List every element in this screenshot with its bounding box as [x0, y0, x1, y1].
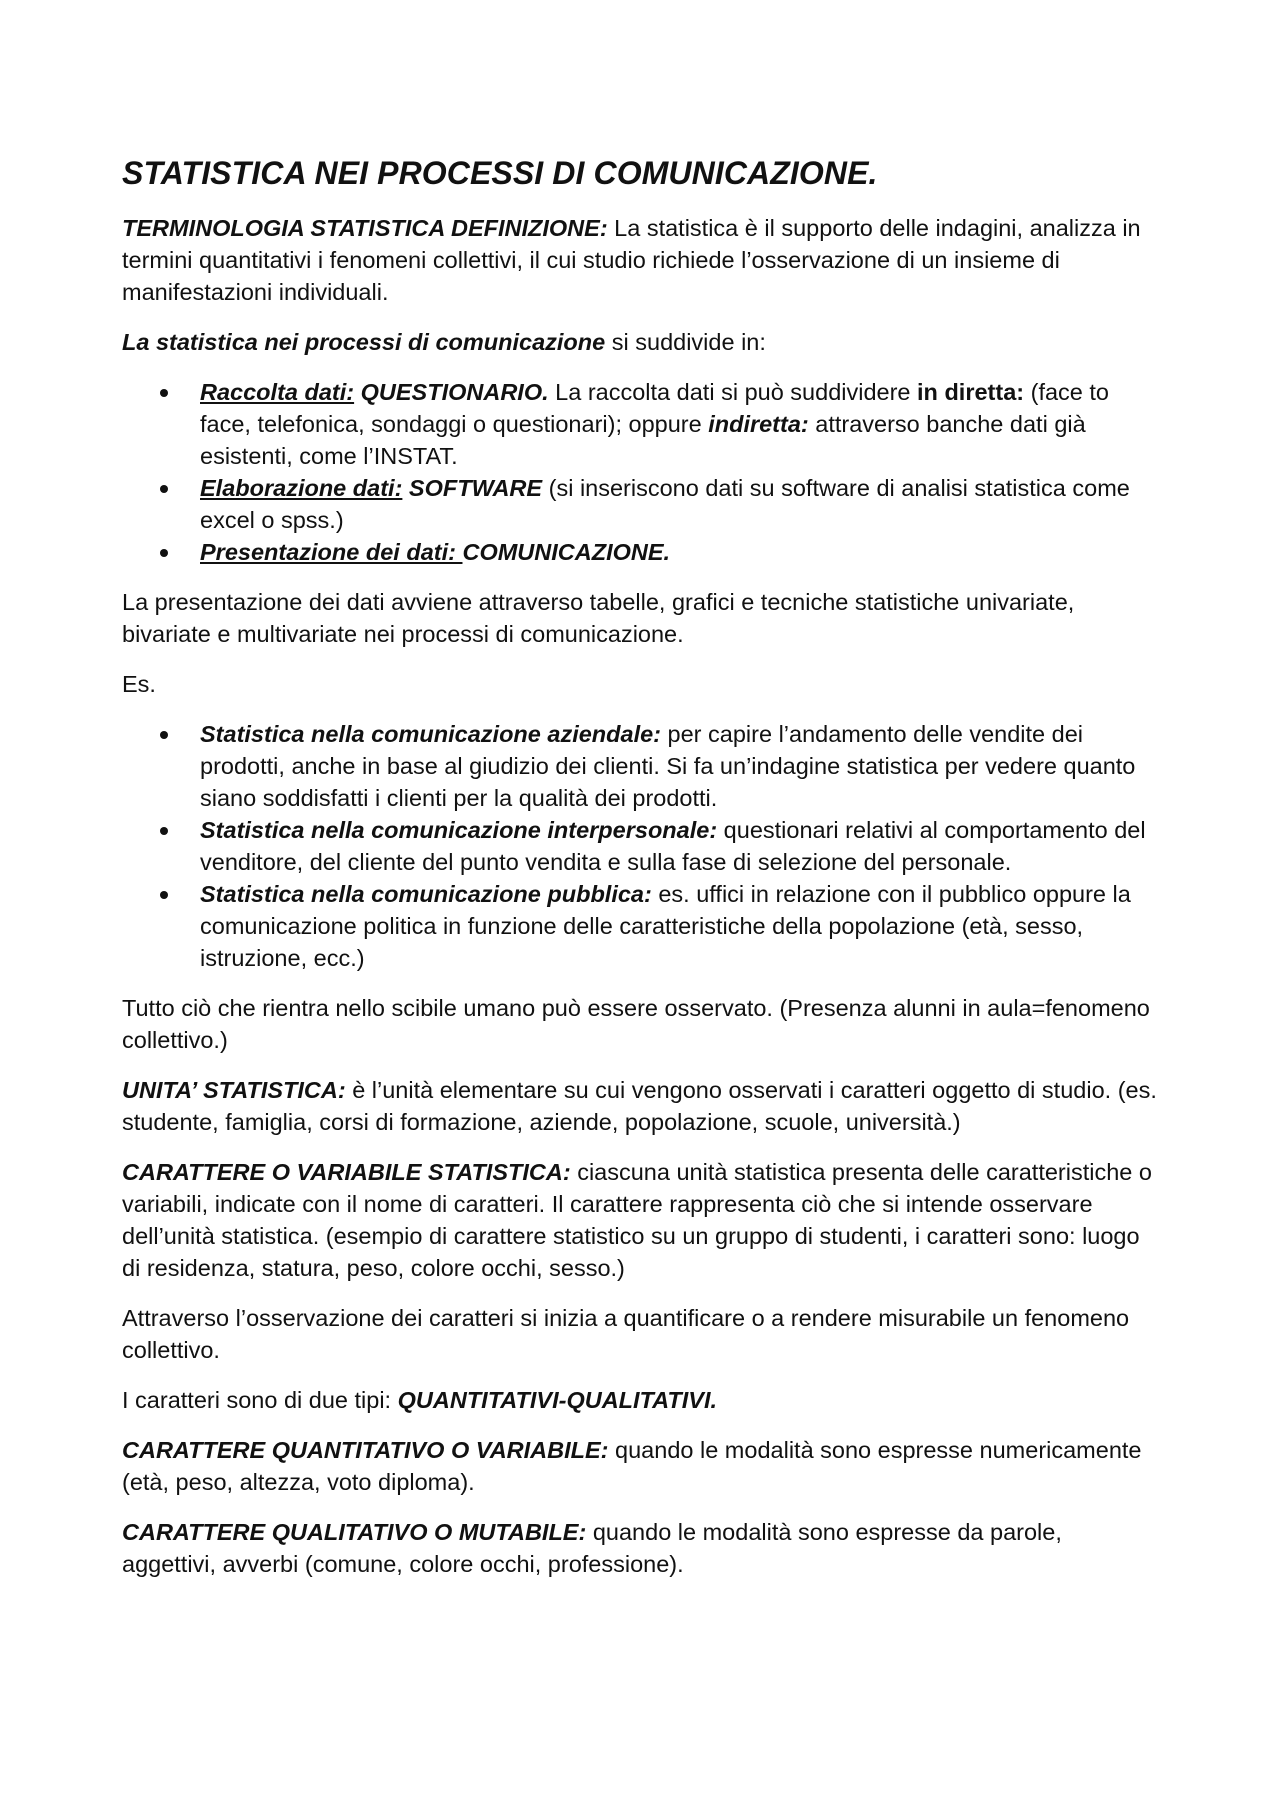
item-heading: Elaborazione dati:	[200, 475, 403, 501]
processes-intro	[122, 326, 1160, 358]
bullet-icon	[160, 549, 168, 557]
observable-paragraph: Tutto ciò che rientra nello scibile umano può essere osservato. (Presenza alunni in aula=fenomeno collettivo.)	[122, 995, 1150, 1053]
qualitative-paragraph	[122, 1516, 1160, 1580]
processes-list	[122, 376, 1160, 568]
presentation-paragraph: La presentazione dei dati avviene attraverso tabelle, grafici e tecniche statistiche univariate, bivariate e multivariate nei processi di comunicazione.	[122, 589, 1075, 647]
quantitative-text: quando le modalità sono espresse numericamente (età, peso, altezza, voto diploma).	[122, 1437, 1142, 1495]
qualitative-text: quando le modalità sono espresse da parole, aggettivi, avverbi (comune, colore occhi, professione).	[122, 1519, 1062, 1577]
list-item	[122, 814, 1160, 878]
bullet-icon	[160, 827, 168, 835]
quantitative-paragraph	[122, 1434, 1160, 1498]
item-text: es. uffici in relazione con il pubblico oppure la comunicazione politica in funzione delle caratteristiche della popolazione (età, sesso, istruzione, ecc.)	[200, 881, 1131, 971]
item-text: attraverso banche dati già esistenti, come l’INSTAT.	[200, 411, 1086, 469]
examples-label: Es.	[122, 671, 156, 697]
statistical-unit-text: è l’unità elementare su cui vengono osservati i caratteri oggetto di studio. (es. studente, famiglia, corsi di formazione, aziende, popolazione, scuole, università.)	[122, 1077, 1157, 1135]
definition-paragraph	[122, 212, 1160, 308]
item-bold: in diretta:	[917, 379, 1025, 405]
qualitative-label: CARATTERE QUALITATIVO O MUTABILE:	[122, 1519, 587, 1545]
item-keyword: SOFTWARE	[402, 475, 543, 501]
definition-text: La statistica è il supporto delle indagini, analizza in termini quantitativi i fenomeni collettivi, il cui studio richiede l’osservazione di un insieme di manifestazioni individuali.	[122, 215, 1141, 305]
statistical-unit-label: UNITA’ STATISTICA:	[122, 1077, 346, 1103]
item-text: questionari relativi al comportamento del venditore, del cliente del punto vendita e sulla fase di selezione del personale.	[200, 817, 1146, 875]
processes-intro-label: La statistica nei processi di comunicazione	[122, 329, 606, 355]
bullet-icon	[160, 891, 168, 899]
item-heading: Statistica nella comunicazione aziendale:	[200, 721, 662, 747]
variable-text: ciascuna unità statistica presenta delle caratteristiche o variabili, indicate con il nome di caratteri. Il carattere rappresenta ciò che si intende osservare dell’unità statistica. (esempio di carattere statistico su un gruppo di studenti, i caratteri sono: luogo di residenza, statura, peso, colore occhi, sesso.)	[122, 1159, 1152, 1281]
definition-label: TERMINOLOGIA STATISTICA DEFINIZIONE:	[122, 215, 608, 241]
variable-paragraph	[122, 1156, 1160, 1284]
item-heading: Raccolta dati:	[200, 379, 355, 405]
statistical-unit-paragraph	[122, 1074, 1160, 1138]
list-item	[122, 472, 1160, 536]
item-heading: Statistica nella comunicazione pubblica:	[200, 881, 652, 907]
page-title: STATISTICA NEI PROCESSI DI COMUNICAZIONE.	[122, 155, 878, 191]
item-text: per capire l’andamento delle vendite dei prodotti, anche in base al giudizio dei clienti. Si fa un’indagine statistica per vedere quanto siano soddisfatti i clienti per la qualità dei prodotti.	[200, 721, 1136, 811]
item-text: (face to face, telefonica, sondaggi o questionari); oppure	[200, 379, 1109, 437]
bullet-icon	[160, 731, 168, 739]
types-text: I caratteri sono di due tipi:	[122, 1387, 398, 1413]
observation-paragraph: Attraverso l’osservazione dei caratteri si inizia a quantificare o a rendere misurabile un fenomeno collettivo.	[122, 1305, 1130, 1363]
list-item	[122, 718, 1160, 814]
item-heading: Statistica nella comunicazione interpersonale:	[200, 817, 718, 843]
quantitative-label: CARATTERE QUANTITATIVO O VARIABILE:	[122, 1437, 609, 1463]
examples-list	[122, 718, 1160, 974]
list-item	[122, 878, 1160, 974]
bullet-icon	[160, 485, 168, 493]
processes-intro-text: si suddivide in:	[605, 329, 766, 355]
item-keyword: COMUNICAZIONE.	[462, 539, 671, 565]
item-keyword: indiretta:	[708, 411, 809, 437]
types-label: QUANTITATIVI-QUALITATIVI.	[397, 1387, 718, 1413]
list-item	[122, 536, 1160, 568]
bullet-icon	[160, 389, 168, 397]
item-heading: Presentazione dei dati:	[200, 539, 463, 565]
item-keyword: QUESTIONARIO.	[354, 379, 549, 405]
list-item	[122, 376, 1160, 472]
variable-label: CARATTERE O VARIABILE STATISTICA:	[122, 1159, 571, 1185]
item-text: (si inseriscono dati su software di analisi statistica come excel o spss.)	[200, 475, 1130, 533]
types-paragraph	[122, 1384, 1160, 1416]
item-text: La raccolta dati si può suddividere	[548, 379, 918, 405]
